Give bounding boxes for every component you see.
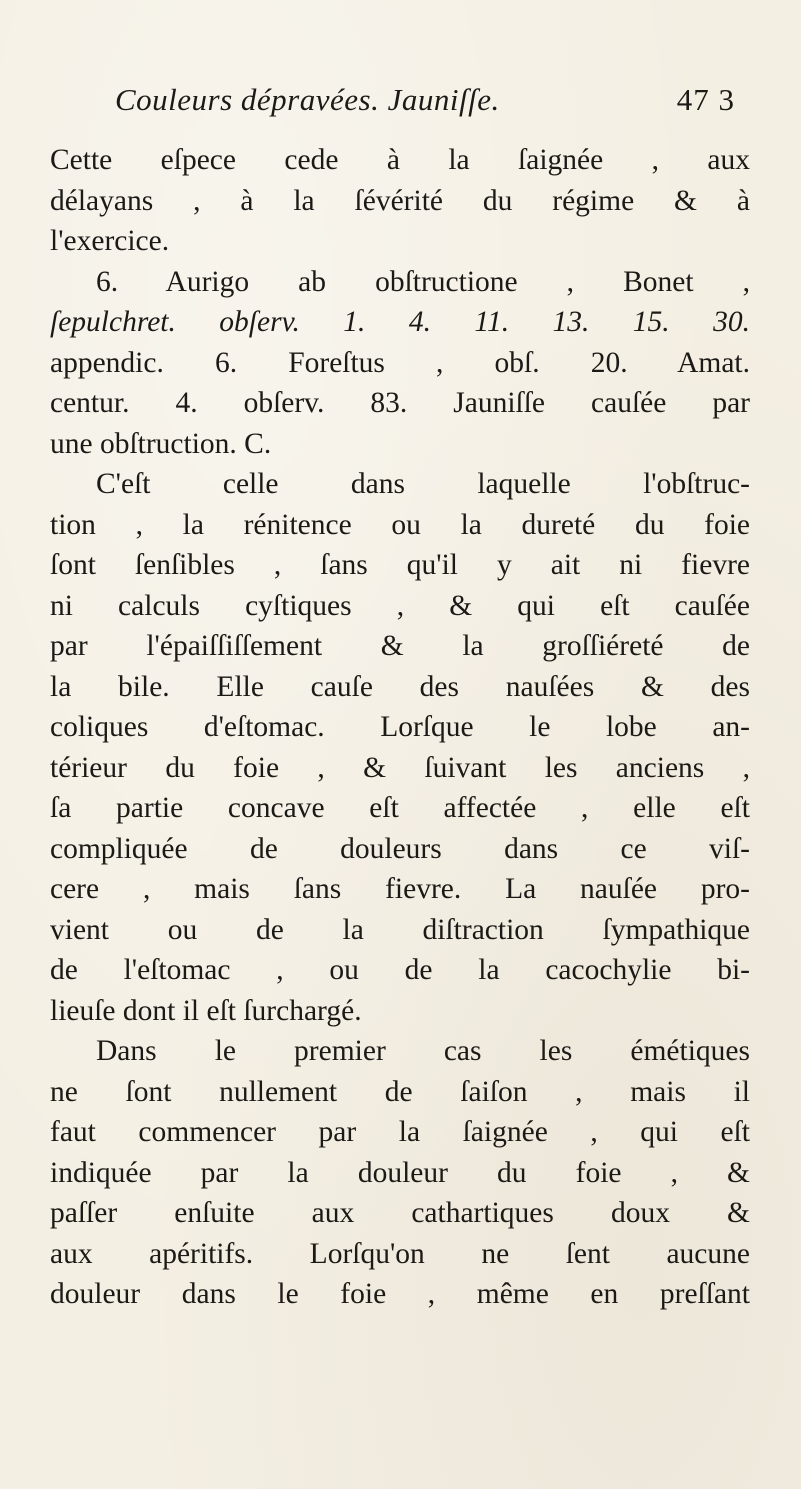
running-head: Couleurs dépravées. Jauniſſe. <box>115 82 500 117</box>
text-line: appendic. 6. Foreſtus , obſ. 20. Amat. <box>50 346 750 379</box>
text-line: faut commencer par la ſaignée , qui eſt <box>50 1116 750 1148</box>
text-line: par l'épaiſſiſſement & la groſſiéreté de <box>50 630 750 662</box>
text-line: compliquée de douleurs dans ce viſ- <box>50 832 750 865</box>
text-line: ſa partie concave eſt affectée , elle eſt <box>50 792 750 824</box>
text-line: cere , mais ſans fievre. La nauſée pro- <box>50 873 750 905</box>
text-line: ſont ſenſibles , ſans qu'il y ait ni fievre <box>50 549 750 581</box>
text-line: indiquée par la douleur du foie , & <box>50 1156 750 1189</box>
body-text <box>50 140 750 1315</box>
text-line: C'eſt celle dans laquelle l'obſtruc- <box>96 468 750 500</box>
text-line: ſepulchret. obſerv. 1. 4. 11. 13. 15. 30. <box>50 306 750 338</box>
page-header <box>115 82 735 128</box>
text-line: paſſer enſuite aux cathartiques doux & <box>50 1197 750 1229</box>
text-line: ni calculs cyſtiques , & qui eſt cauſée <box>50 589 750 622</box>
text-line: lieuſe dont il eſt ſurchargé. <box>50 994 362 1027</box>
text-line: 6. Aurigo ab obſtructione , Bonet , <box>96 265 750 298</box>
text-line: Cette eſpece cede à la ſaignée , aux <box>50 144 750 176</box>
text-line: l'exercice. <box>50 225 170 257</box>
text-line: vient ou de la diſtraction ſympathique <box>50 913 750 946</box>
text-line: tion , la rénitence ou la dureté du foie <box>50 508 750 541</box>
page-number: 47 3 <box>676 82 735 117</box>
text-line: douleur dans le foie , même en preſſant <box>50 1278 750 1310</box>
text-line: térieur du foie , & ſuivant les anciens , <box>50 751 750 784</box>
text-line: coliques d'eſtomac. Lorſque le lobe an- <box>50 711 750 743</box>
text-line: Dans le premier cas les émétiques <box>96 1035 750 1067</box>
text-line: délayans , à la ſévérité du régime & à <box>50 184 750 217</box>
text-line: la bile. Elle cauſe des nauſées & des <box>50 670 750 703</box>
text-line: une obſtruction. C. <box>50 427 272 460</box>
text-line: de l'eſtomac , ou de la cacochylie bi- <box>50 954 750 986</box>
text-line: ne ſont nullement de ſaiſon , mais il <box>50 1075 750 1108</box>
text-line: aux apéritifs. Lorſqu'on ne ſent aucune <box>50 1237 750 1270</box>
text-line: centur. 4. obſerv. 83. Jauniſſe cauſée par <box>50 387 750 419</box>
